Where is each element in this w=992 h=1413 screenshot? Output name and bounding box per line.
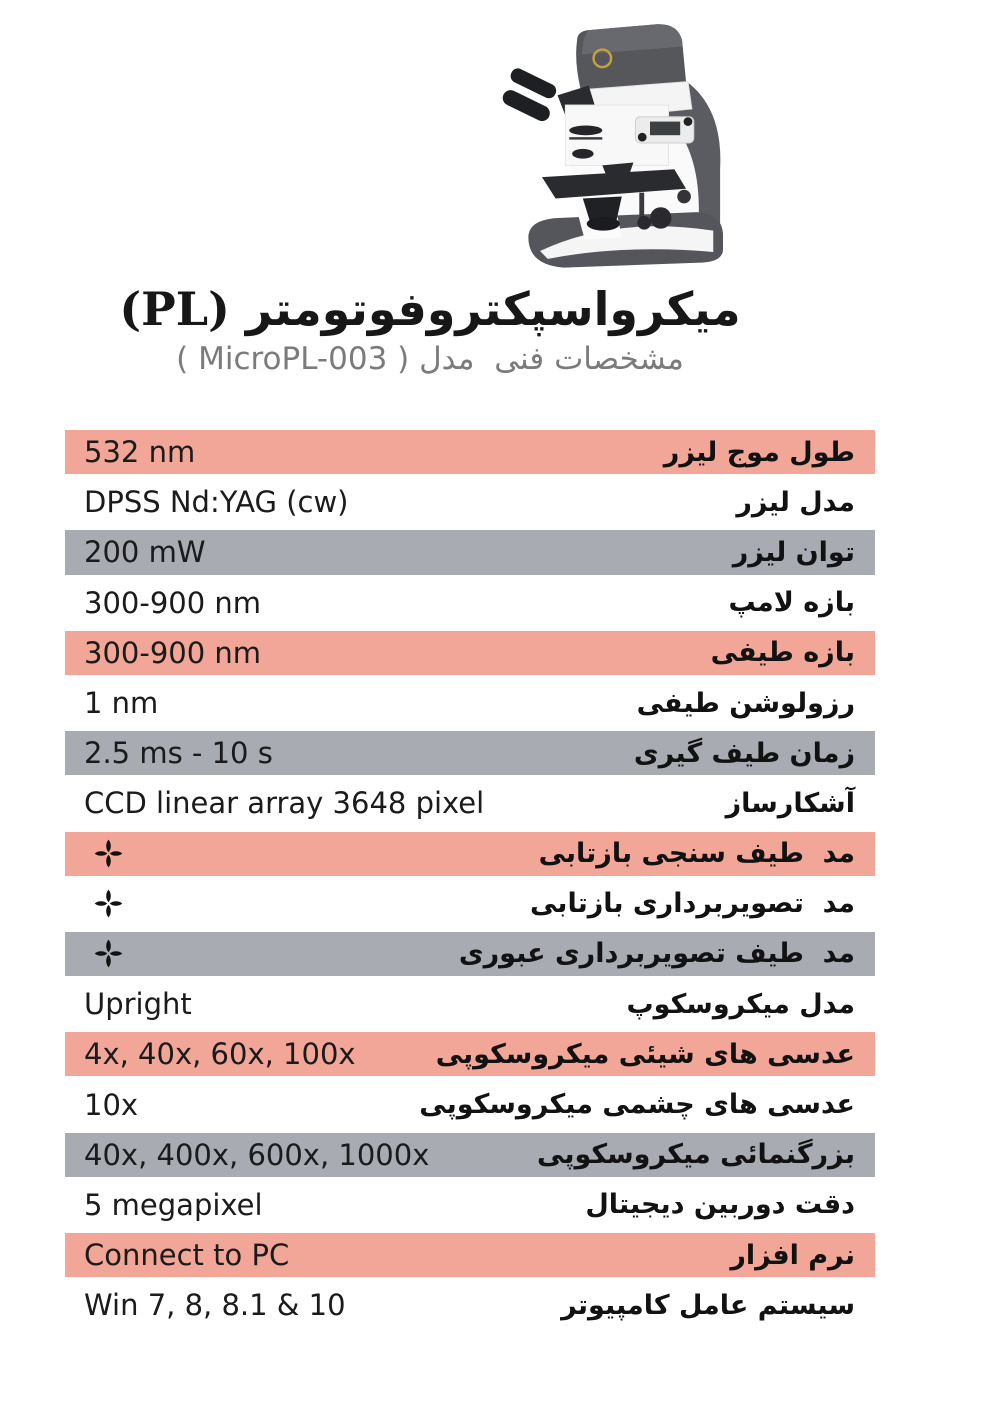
spec-value (65, 836, 126, 871)
spec-value: 5 megapixel (84, 1187, 263, 1222)
spec-label: بزرگنمائی میکروسکوپی (537, 1139, 855, 1171)
spec-label: بازه طیفی (710, 637, 855, 669)
spec-row-9 (65, 879, 875, 929)
spec-value: 300-900 nm (84, 585, 262, 620)
spec-label: مد تصویربرداری بازتابی (529, 888, 855, 920)
spec-label: مدل لیزر (736, 486, 855, 518)
spec-value: Connect to PC (84, 1238, 290, 1273)
spec-label: زمان طیف گیری (633, 737, 855, 769)
spec-row-14 (65, 1130, 875, 1180)
spec-row-6 (65, 728, 875, 778)
spec-row-16 (65, 1230, 875, 1280)
spec-label: آشکارساز (725, 787, 855, 819)
spec-value: Upright (84, 987, 192, 1022)
spec-value: 200 mW (84, 535, 206, 570)
spec-row-15 (65, 1180, 875, 1230)
spec-row-11 (65, 979, 875, 1029)
spec-label: عدسی های چشمی میکروسکوپی (419, 1089, 855, 1121)
spec-row-8 (65, 829, 875, 879)
spec-label: مدل میکروسکوپ (626, 988, 855, 1020)
spec-row-10 (65, 929, 875, 979)
spec-label: نرم افزار (730, 1239, 855, 1271)
spec-row-2 (65, 527, 875, 577)
spec-value: DPSS Nd:YAG (cw) (84, 485, 349, 520)
page-title (100, 282, 760, 337)
four-petal-asterisk-icon (91, 836, 126, 871)
spec-value: CCD linear array 3648 pixel (84, 786, 485, 821)
spec-row-12 (65, 1029, 875, 1079)
spec-value: 2.5 ms - 10 s (84, 736, 273, 771)
spec-value: 4x, 40x, 60x, 100x (84, 1037, 356, 1072)
spec-value (65, 886, 126, 921)
spec-value: 1 nm (84, 686, 159, 721)
spec-value: 532 nm (84, 435, 196, 470)
spec-label: دقت دوربین دیجیتال (585, 1189, 855, 1221)
spec-row-5 (65, 678, 875, 728)
spec-row-3 (65, 578, 875, 628)
spec-label: توان لیزر (732, 536, 855, 568)
spec-label: سیستم عامل کامپیوتر (561, 1289, 855, 1321)
spec-label: رزولوشن طیفی (636, 687, 855, 719)
spec-row-13 (65, 1079, 875, 1129)
spec-label: طول موج لیزر (663, 436, 855, 468)
spec-value: Win 7, 8, 8.1 & 10 (84, 1288, 346, 1323)
page-subtitle (100, 341, 760, 377)
header (100, 282, 760, 377)
spec-row-4 (65, 628, 875, 678)
spec-value (65, 936, 126, 971)
spec-row-7 (65, 778, 875, 828)
page-subtitle-model-number: ( MicroPL-003 ) (176, 341, 420, 378)
four-petal-asterisk-icon (91, 936, 126, 971)
spec-value: 40x, 400x, 600x, 1000x (84, 1137, 430, 1172)
spec-label: مد طیف سنجی بازتابی (538, 838, 855, 870)
page-title-model-code: (PL) (119, 282, 246, 336)
page-subtitle-farsi: مشخصات فنی مدل (419, 341, 684, 378)
four-petal-asterisk-icon (91, 886, 126, 921)
page-title-farsi: میکرواسپکتروفوتومتر (245, 282, 741, 336)
spec-label: مد طیف تصویربرداری عبوری (458, 938, 855, 970)
spec-label: عدسی های شیئی میکروسکوپی (435, 1038, 855, 1070)
spec-row-0 (65, 427, 875, 477)
control-display (635, 117, 693, 143)
spec-row-1 (65, 477, 875, 527)
spec-value: 300-900 nm (84, 635, 262, 670)
product-image-container (468, 10, 760, 276)
spec-label: بازه لامپ (728, 587, 855, 619)
spec-table (65, 427, 875, 1330)
spec-row-17 (65, 1280, 875, 1330)
microscope-image (468, 10, 760, 276)
spec-value: 10x (84, 1087, 139, 1122)
